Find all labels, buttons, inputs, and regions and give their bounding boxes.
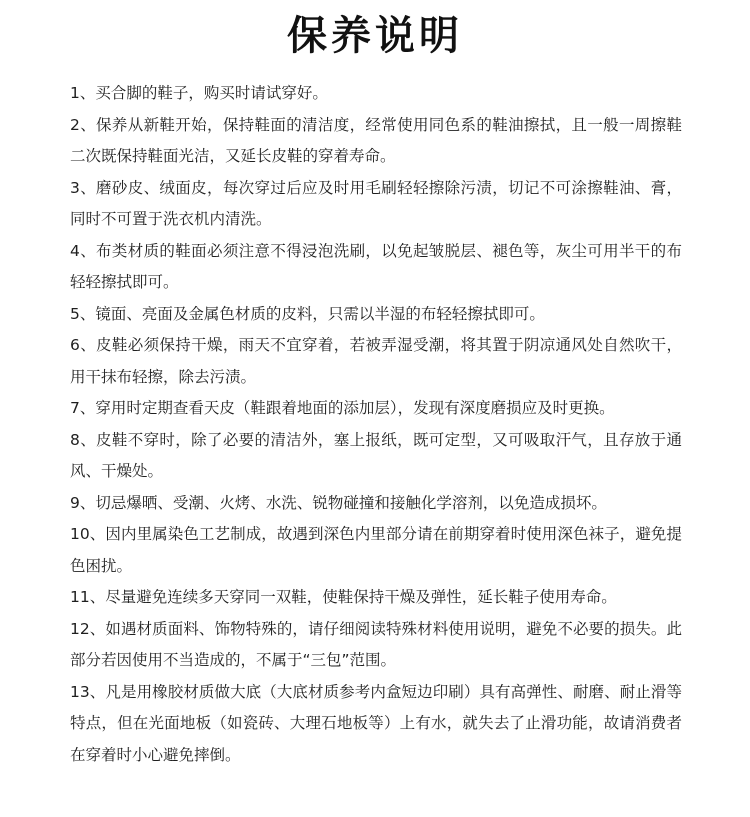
instruction-item-4: 4、布类材质的鞋面必须注意不得浸泡洗刷，以免起皱脱层、褪色等，灰尘可用半干的布轻轻擦拭即可。 (70, 241, 682, 291)
instruction-item-2: 2、保养从新鞋开始，保持鞋面的清洁度，经常使用同色系的鞋油擦拭，且一般一周擦鞋二次既保持鞋面光洁，又延长皮鞋的穿着寿命。 (70, 115, 682, 165)
instruction-item-10: 10、因内里属染色工艺制成，故遇到深色内里部分请在前期穿着时使用深色袜子，避免提色困扰。 (70, 525, 682, 575)
instruction-item-8: 8、皮鞋不穿时，除了必要的清洁外，塞上报纸，既可定型，又可吸取汗气，且存放于通风、干燥处。 (70, 430, 682, 480)
instruction-item-3: 3、磨砂皮、绒面皮，每次穿过后应及时用毛刷轻轻擦除污渍，切记不可涂擦鞋油、膏，同时不可置于洗衣机内清洗。 (70, 178, 682, 228)
instruction-item-11: 11、尽量避免连续多天穿同一双鞋，使鞋保持干燥及弹性，延长鞋子使用寿命。 (70, 588, 617, 606)
instruction-item-13: 13、凡是用橡胶材质做大底（大底材质参考内盒短边印刷）具有高弹性、耐磨、耐止滑等特点，但在光面地板（如瓷砖、大理石地板等）上有水，就失去了止滑功能，故请消费者在穿着时小心避免摔倒。 (70, 682, 682, 764)
instructions-list (70, 78, 682, 771)
instruction-item-7: 7、穿用时定期查看天皮（鞋跟着地面的添加层），发现有深度磨损应及时更换。 (70, 399, 615, 417)
instruction-item-5: 5、镜面、亮面及金属色材质的皮料，只需以半湿的布轻轻擦拭即可。 (70, 304, 545, 323)
page-title: 保养说明 (287, 13, 463, 59)
instruction-item-9: 9、切忌爆晒、受潮、火烤、水洗、锐物碰撞和接触化学溶剂，以免造成损坏。 (70, 493, 607, 512)
instruction-item-6: 6、皮鞋必须保持干燥，雨天不宜穿着，若被弄湿受潮，将其置于阴凉通风处自然吹干，用干抹布轻擦，除去污渍。 (70, 336, 682, 386)
instruction-item-1: 1、买合脚的鞋子，购买时请试穿好。 (70, 84, 328, 102)
instruction-item-12: 12、如遇材质面料、饰物特殊的，请仔细阅读特殊材料使用说明，避免不必要的损失。此部分若因使用不当造成的，不属于“三包”范围。 (70, 619, 682, 669)
